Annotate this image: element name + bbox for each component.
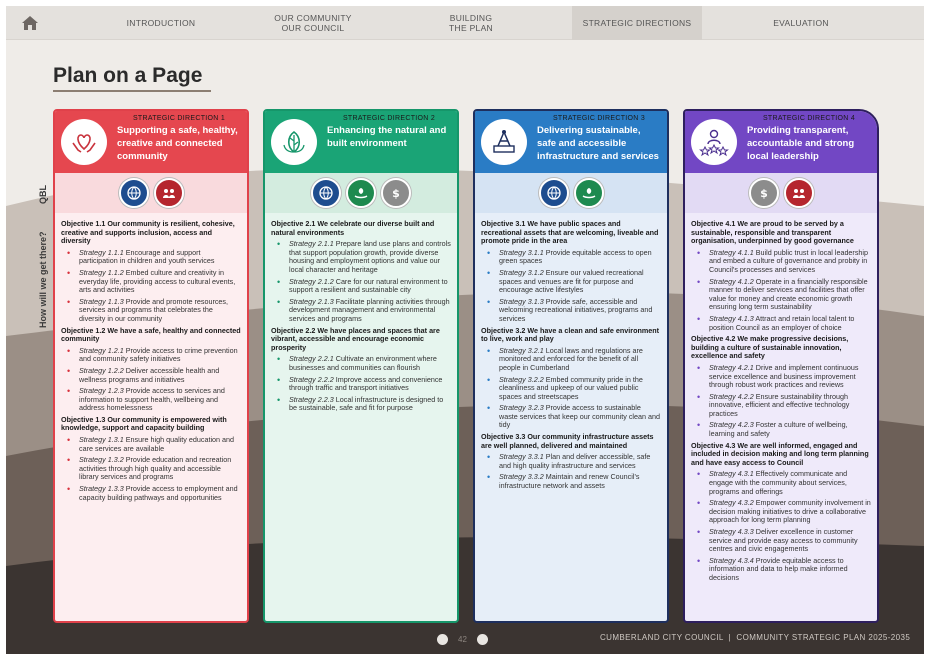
strategy-label: Strategy 4.2.1 (709, 362, 754, 372)
objective-title: Objective 3.3 Our community infrastructure assets are well planned, delivered and maintained (481, 432, 654, 450)
qbl-icons (685, 173, 877, 213)
strategy-text: Encourage and support participation in children and youth services (79, 247, 215, 266)
direction-label: STRATEGIC DIRECTION 2 (342, 115, 436, 122)
strategy-label: Strategy 4.3.3 (709, 527, 754, 536)
strategy-item (275, 376, 451, 393)
direction-label: STRATEGIC DIRECTION 4 (762, 115, 856, 122)
objective-title: Objective 4.2 We make progressive decisions, building a culture of sustainable innovation, excellence and safety (691, 334, 849, 361)
strategy-label: Strategy 4.3.1 (709, 469, 754, 479)
qbl-icons (475, 173, 667, 213)
strategy-item (65, 436, 241, 453)
strategy-label: Strategy 3.3.1 (499, 452, 544, 462)
strategy-label: Strategy 4.2.2 (709, 391, 754, 401)
strategy-label: Strategy 2.1.1 (289, 239, 334, 249)
page (6, 6, 924, 654)
strategy-label: Strategy 1.3.3 (79, 484, 124, 494)
objective-title: Objective 1.2 We have a safe, healthy and connected community (61, 325, 241, 344)
strategy-text: Embed culture and creativity in everyday life, providing access to cultural events, arts and activities (79, 267, 236, 295)
objective-title: Objective 1.3 Our community is empowered with knowledge, support and capacity building (61, 414, 227, 433)
strategy-label: Strategy 4.3.2 (709, 498, 754, 508)
strategy-item (695, 278, 871, 312)
direction-title: Supporting a safe, healthy, creative and connected community (117, 125, 238, 162)
strategy-item (485, 473, 661, 490)
leaf-icon (271, 119, 317, 165)
strategy-text: Prepare land use plans and controls that support population growth, provide diverse housing and employment options and value our local character and heritage (289, 239, 451, 274)
direction-header (55, 111, 247, 173)
strategy-text: Provide access to employment and capacity building pathways and opportunities (79, 484, 238, 502)
strategy-item (485, 269, 661, 295)
top-nav (6, 6, 924, 40)
home-button[interactable] (6, 6, 54, 40)
strategy-item (695, 421, 871, 438)
strategic-direction-4 (683, 109, 879, 623)
strategy-label: Strategy 3.2.2 (499, 374, 544, 384)
globe-icon (539, 178, 569, 208)
people-icon (154, 178, 184, 208)
strategy-item (485, 404, 661, 430)
strategy-text: Care for our natural environment to support a resilient and sustainable city (289, 276, 448, 295)
strategy-label: Strategy 2.2.1 (289, 354, 334, 364)
strategy-item (65, 456, 241, 482)
strategy-label: Strategy 2.2.2 (289, 374, 334, 384)
strategy-label: Strategy 1.1.1 (79, 247, 124, 257)
direction-title: Providing transparent, accountable and strong local leadership (747, 125, 855, 162)
strategy-label: Strategy 1.3.2 (79, 455, 124, 465)
page-number: 42 (458, 635, 467, 644)
strategy-label: Strategy 3.3.2 (499, 472, 544, 482)
svg-text:$: $ (759, 187, 768, 200)
nav-introduction[interactable]: INTRODUCTION (126, 17, 196, 28)
strategy-text: Provide and promote resources, services and programs that celebrates the diversity in our community (79, 296, 229, 323)
qbl-side-label: QBL (38, 185, 48, 204)
strategy-item (695, 249, 871, 275)
strategy-label: Strategy 4.2.3 (709, 420, 754, 430)
strategy-label: Strategy 1.1.3 (79, 296, 124, 306)
direction-header (265, 111, 457, 173)
strategy-label: Strategy 1.2.1 (79, 345, 124, 355)
strategy-text: Deliver accessible health and wellness programs and initiatives (79, 365, 220, 384)
strategy-item (65, 249, 241, 266)
plant-hand-icon (574, 178, 604, 208)
strategy-text: Facilitate planning activities through development management and environmental services and programs (289, 296, 450, 323)
title-underline (53, 90, 211, 92)
dollar-icon (749, 178, 779, 208)
strategy-item (695, 364, 871, 390)
direction-title: Enhancing the natural and built environment (327, 125, 447, 149)
strategy-text: Local infrastructure is designed to be sustainable, safe and fit for purpose (289, 394, 444, 413)
home-icon (21, 15, 39, 31)
plant-hand-icon (346, 178, 376, 208)
direction-label: STRATEGIC DIRECTION 3 (552, 115, 646, 122)
leader-stars-icon (691, 119, 737, 165)
strategy-text: Operate in a financially responsible manner to deliver services and facilities that offer value for money and create economic growth ensuring long term sustainability (709, 276, 868, 312)
strategic-direction-3 (473, 109, 669, 623)
strategy-label: Strategy 1.2.2 (79, 365, 124, 375)
strategy-text: Provide access to sustainable waste services that keep our community clean and tidy (499, 403, 660, 430)
compass-plan-icon (481, 119, 527, 165)
qbl-icons (265, 173, 457, 213)
strategic-direction-1 (53, 109, 249, 623)
direction-title: Delivering sustainable, safe and accessible infrastructure and services (537, 125, 659, 162)
strategy-label: Strategy 3.2.3 (499, 403, 544, 413)
strategy-item (695, 528, 871, 554)
strategy-item (695, 470, 871, 496)
strategy-text: Deliver excellence in customer service and provide easy access to community centres and civic engagements (709, 527, 858, 554)
strategy-label: Strategy 1.1.2 (79, 267, 124, 277)
strategy-item (485, 298, 661, 324)
page-title: Plan on a Page (53, 64, 203, 87)
strategy-text: Local laws and regulations are monitored and enforced for the benefit of all people in Cumberland (499, 345, 643, 372)
strategy-text: Plan and deliver accessible, safe and high quality infrastructure and services (499, 452, 651, 470)
strategy-item (695, 499, 871, 525)
nav-evaluation[interactable]: EVALUATION (773, 17, 829, 28)
strategy-item (695, 557, 871, 583)
strategy-label: Strategy 2.1.3 (289, 296, 334, 306)
strategy-item (485, 249, 661, 266)
objective-title: Objective 4.1 We are proud to be served by a sustainable, responsible and transparent organisation, underpinned by good governance (691, 219, 854, 246)
strategy-item (485, 453, 661, 470)
strategy-text: Provide equitable access to open green spaces (499, 247, 652, 266)
strategy-label: Strategy 4.1.2 (709, 276, 754, 286)
strategy-label: Strategy 1.2.3 (79, 386, 124, 396)
direction-label: STRATEGIC DIRECTION 1 (132, 115, 226, 122)
objective-title: Objective 4.3 We are well informed, engaged and included in decision making and long term planning and have easy access to Council (691, 440, 869, 467)
strategy-text: Effectively communicate and engage with the community about services, programs and offerings (709, 469, 848, 496)
strategy-text: Provide safe, accessible and welcoming recreational initiatives, programs and services (499, 296, 653, 323)
next-page-button[interactable] (477, 634, 488, 645)
strategy-item (65, 269, 241, 295)
strategy-label: Strategy 1.3.1 (79, 435, 124, 445)
objective-title: Objective 2.1 We celebrate our diverse built and natural environments (271, 219, 435, 237)
strategy-label: Strategy 3.2.1 (499, 345, 544, 355)
strategy-text: Ensure high quality education and care services are available (79, 435, 235, 453)
strategy-label: Strategy 2.2.3 (289, 394, 334, 404)
strategy-text: Embed community pride in the cleanliness and upkeep of our valued public spaces and streetscapes (499, 374, 643, 401)
direction-body (475, 213, 667, 491)
strategy-text: Provide education and recreation activities through high quality and accessible library services and programs (79, 455, 232, 482)
strategy-item (275, 298, 451, 324)
qbl-icons (55, 173, 247, 213)
people-icon (784, 178, 814, 208)
dollar-icon (381, 178, 411, 208)
strategy-item (65, 485, 241, 502)
heart-hands-icon (61, 119, 107, 165)
direction-body (685, 213, 877, 583)
direction-header (685, 111, 877, 173)
footer-text: CUMBERLAND CITY COUNCIL | COMMUNITY STRATEGIC PLAN 2025-2035 (600, 633, 911, 642)
strategy-text: Improve access and convenience through traffic and transport initiatives (289, 374, 443, 393)
strategy-label: Strategy 3.1.1 (499, 247, 544, 257)
direction-header (475, 111, 667, 173)
direction-body (265, 213, 457, 413)
strategy-item (275, 396, 451, 413)
globe-icon (311, 178, 341, 208)
strategic-direction-2 (263, 109, 459, 623)
nav-strategic-directions[interactable]: STRATEGIC DIRECTIONS (572, 6, 702, 40)
strategy-label: Strategy 3.1.3 (499, 296, 544, 306)
nav-our-community[interactable]: OUR COMMUNITY OUR COUNCIL (274, 12, 352, 33)
strategy-label: Strategy 4.1.1 (709, 247, 754, 257)
strategy-item (485, 347, 661, 373)
strategy-text: Attract and retain local talent to position Council as an employer of choice (709, 313, 855, 332)
nav-building-the-plan[interactable]: BUILDING THE PLAN (449, 12, 493, 33)
strategy-text: Build public trust in local leadership and embed a culture of governance and probity in Council's processes and services (709, 247, 869, 274)
strategy-label: Strategy 2.1.2 (289, 276, 334, 286)
prev-page-button[interactable] (437, 634, 448, 645)
how-side-label: How will we get there? (38, 231, 48, 328)
strategy-label: Strategy 3.1.2 (499, 267, 544, 277)
objective-title: Objective 3.1 We have public spaces and recreational assets that are welcoming, liveable and promote pride in the area (481, 219, 659, 246)
strategy-item (65, 387, 241, 413)
svg-text:$: $ (392, 187, 400, 200)
strategy-text: Foster a culture of wellbeing, learning and safety (709, 420, 848, 439)
strategy-item (65, 298, 241, 324)
strategy-item (275, 278, 451, 295)
strategy-item (275, 240, 451, 274)
direction-body (55, 213, 247, 502)
strategy-text: Provide access to services and information to support health, wellbeing and address homelessness (79, 386, 225, 413)
strategy-label: Strategy 4.1.3 (709, 313, 754, 323)
strategy-item (695, 315, 871, 332)
pager (437, 634, 488, 645)
strategy-text: Provide equitable access to information and data to help make informed decisions (709, 555, 848, 582)
strategy-text: Drive and implement continuous service excellence and business improvement through robust work practices and reviews (709, 362, 859, 390)
strategy-text: Provide access to crime prevention and community safety initiatives (79, 345, 238, 364)
strategy-text: Ensure sustainability through innovative, efficient and effective technology practices (709, 391, 850, 418)
globe-icon (119, 178, 149, 208)
objective-title: Objective 2.2 We have places and spaces that are vibrant, accessible and encourage economic prosperity (271, 325, 440, 352)
strategy-text: Ensure our valued recreational spaces and venues are fit for purpose and encourage active lifestyles (499, 267, 644, 295)
strategy-text: Maintain and renew Council's infrastructure network and assets (499, 472, 640, 491)
strategy-label: Strategy 4.3.4 (709, 555, 754, 565)
strategy-item (275, 355, 451, 372)
strategy-item (65, 367, 241, 384)
objective-title: Objective 3.2 We have a clean and safe environment to live, work and play (481, 325, 660, 344)
strategy-text: Empower community involvement in decision making initiatives to drive a collaborative approach for long term planning (709, 498, 871, 525)
objective-title: Objective 1.1 Our community is resilient, cohesive, creative and supports inclusion, access and diversity (61, 219, 235, 246)
strategy-text: Cultivate an environment where businesses and communities can flourish (289, 354, 437, 372)
strategy-item (65, 347, 241, 364)
strategy-item (485, 376, 661, 402)
strategy-item (695, 393, 871, 419)
